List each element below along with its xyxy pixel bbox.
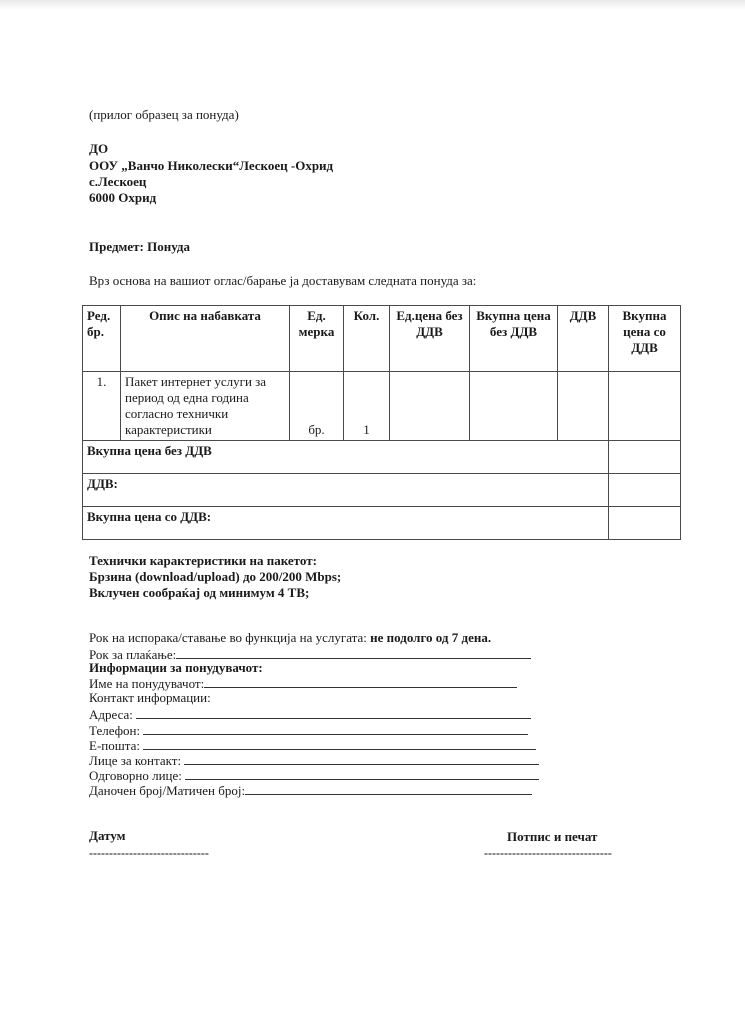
offer-table: [82, 305, 681, 540]
row-total-with-vat: [609, 372, 681, 441]
phone-label: Телефон:: [89, 723, 141, 738]
header-no: Ред. бр.: [83, 306, 121, 372]
header-total-with-vat: Вкупна цена со ДДВ: [609, 306, 681, 372]
row-vat: [558, 372, 609, 441]
delivery-term: [89, 630, 491, 646]
header-vat: ДДВ: [558, 306, 609, 372]
contact-person-line[interactable]: [184, 752, 539, 765]
responsible-line[interactable]: [185, 767, 539, 780]
signature-label: Потпис и печат: [507, 829, 598, 844]
bidder-name-line[interactable]: [204, 675, 517, 688]
delivery-value: не подолго од 7 дена.: [370, 630, 492, 645]
summary-row-total-with-vat: [83, 507, 681, 540]
recipient-school: ООУ „Ванчо Николески“Лескоец -Охрид: [89, 158, 334, 173]
header-unit: Ед. мерка: [290, 306, 344, 372]
row-description: Пакет интернет услуги за период од една година согласно технички карактеристики: [121, 372, 290, 441]
header-total-no-vat: Вкупна цена без ДДВ: [470, 306, 558, 372]
signature-line: --------------------------------: [484, 846, 612, 860]
header-description: Опис на набавката: [121, 306, 290, 372]
date-label: Датум: [89, 828, 126, 843]
address-label: Адреса:: [89, 707, 133, 722]
row-total-no-vat: [470, 372, 558, 441]
email-line[interactable]: [143, 737, 536, 750]
payment-term-line[interactable]: [176, 646, 531, 659]
summary-value-total-with-vat: [609, 507, 681, 540]
summary-label-total-no-vat: Вкупна цена без ДДВ: [83, 441, 609, 474]
delivery-label: Рок на испорака/ставање во функција на услугата:: [89, 630, 367, 645]
attachment-note: (прилог образец за понуда): [89, 107, 239, 122]
header-qty: Кол.: [344, 306, 390, 372]
contact-person-label: Лице за контакт:: [89, 753, 182, 768]
row-qty: 1: [344, 372, 390, 441]
tax-id-label: Даночен број/Матичен број:: [89, 783, 246, 798]
address-field: [89, 706, 531, 723]
recipient-city: 6000 Охрид: [89, 190, 157, 205]
address-line[interactable]: [136, 706, 531, 719]
contact-info-label: Контакт информации:: [89, 690, 211, 705]
email-label: Е-пошта:: [89, 738, 140, 753]
row-no: 1.: [83, 372, 121, 441]
bidder-info-heading: Информации за понудувачот:: [89, 660, 263, 675]
tech-heading: Технички карактеристики на пакетот:: [89, 553, 317, 568]
responsible-label: Одговорно лице:: [89, 768, 182, 783]
tech-traffic: Вклучен сообраќај од минимум 4 ТВ;: [89, 585, 310, 600]
payment-term-label: Рок за плаќање:: [89, 647, 177, 662]
tax-id-line[interactable]: [245, 782, 532, 795]
tech-speed: Брзина (download/upload) до 200/200 Mbps;: [89, 569, 342, 584]
recipient-village: с.Лескоец: [89, 174, 147, 189]
row-unit: бр.: [290, 372, 344, 441]
header-unit-price: Ед.цена без ДДВ: [390, 306, 470, 372]
subject: Предмет: Понуда: [89, 239, 190, 254]
bidder-name-label: Име на понудувачот:: [89, 676, 205, 691]
intro-text: Врз основа на вашиот оглас/барање ја доставувам следната понуда за:: [89, 273, 477, 288]
summary-label-total-with-vat: Вкупна цена со ДДВ:: [83, 507, 609, 540]
summary-value-vat: [609, 474, 681, 507]
recipient-to: ДО: [89, 141, 109, 156]
phone-line[interactable]: [143, 722, 528, 735]
date-line: ------------------------------: [89, 846, 209, 860]
table-header-row: [83, 306, 681, 372]
table-row: [83, 372, 681, 441]
scan-edge: [0, 0, 745, 10]
tax-id-field: [89, 782, 532, 799]
row-unit-price: [390, 372, 470, 441]
summary-row-total-no-vat: [83, 441, 681, 474]
summary-label-vat: ДДВ:: [83, 474, 609, 507]
summary-value-total-no-vat: [609, 441, 681, 474]
summary-row-vat: [83, 474, 681, 507]
